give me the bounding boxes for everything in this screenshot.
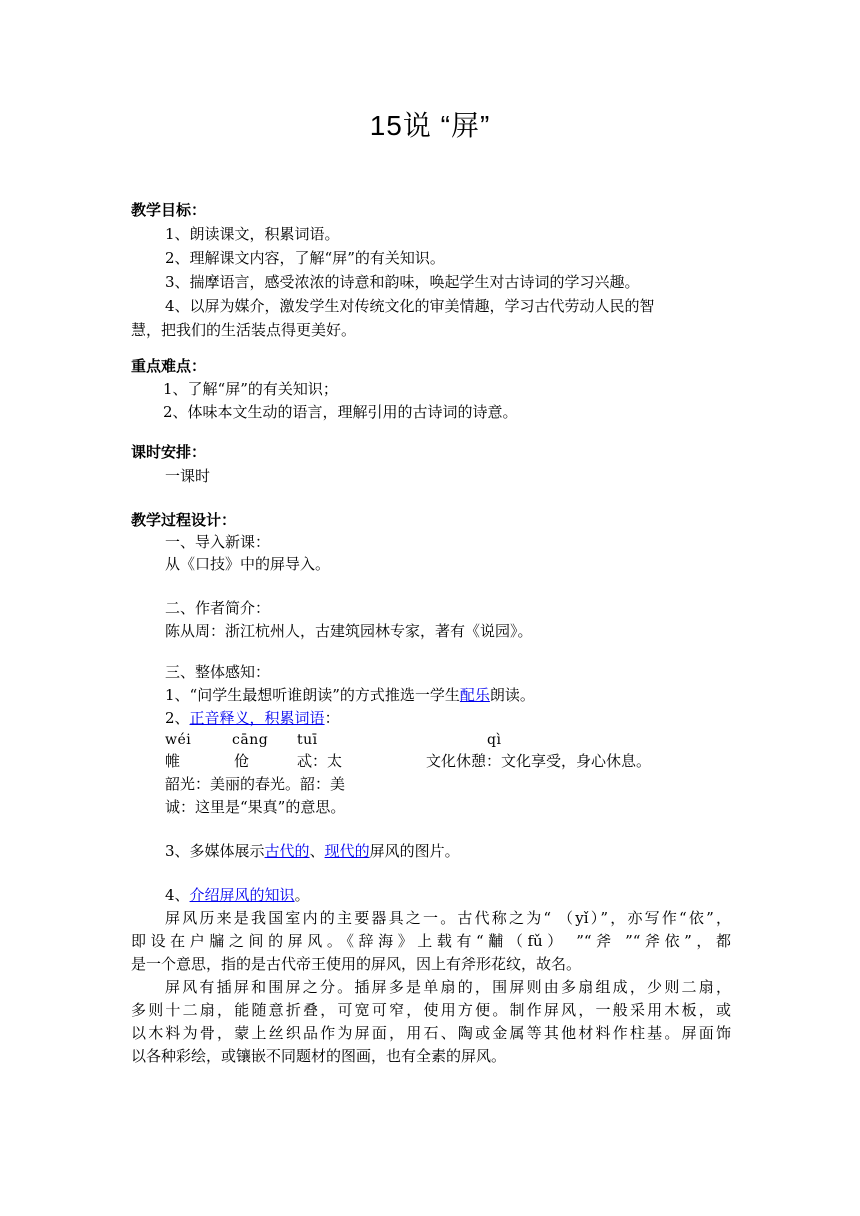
pinyin-qi: qì [487,732,502,748]
overall-item-2-num: 2、 [165,709,190,727]
overall-item-1-tail: 朗读。 [489,686,535,704]
overall-item-2-tail: ： [324,709,340,727]
screen-history-line: 是一个意思，指的是古代帝王使用的屏风，因上有斧形花纹，故名。 [131,955,582,973]
section-heading-objectives: 教学目标： [131,201,207,219]
word-tui: 忒：太 [297,752,343,770]
pinyin-wei: wéi [165,732,192,748]
pronunciation-vocab-link[interactable]: 正音释义，积累词语 [189,709,325,727]
screen-knowledge-link[interactable]: 介绍屏风的知识 [189,886,295,904]
objective-item: 3、揣摩语言，感受浓浓的诗意和韵味，唤起学生对古诗词的学习兴趣。 [165,273,640,291]
section-heading-schedule: 课时安排： [131,443,207,461]
ancient-screens-link[interactable]: 古代的 [264,842,310,860]
step-heading-intro: 一、导入新课： [165,533,271,551]
step-heading-overall: 三、整体感知： [165,663,271,681]
section-heading-key-points: 重点难点： [131,357,207,375]
objective-item: 2、理解课文内容，了解“屏”的有关知识。 [165,249,445,267]
objective-item-cont: 慧，把我们的生活装点得更美好。 [131,321,357,339]
overall-item-1 [165,683,535,707]
step-text-intro: 从《口技》中的屏导入。 [165,555,331,573]
music-reading-link[interactable]: 配乐 [459,686,490,704]
screen-types-line: 多则十二扇，能随意折叠，可宽可窄，使用方便。制作屏风，一般采用木板，或 [131,1001,731,1019]
overall-item-3 [165,839,460,863]
overall-item-4-tail: 。 [294,886,310,904]
schedule-item: 一课时 [165,467,211,485]
screen-types-line: 以各种彩绘，或镶嵌不同题材的图画，也有全素的屏风。 [131,1047,507,1065]
step-heading-author: 二、作者简介： [165,599,271,617]
overall-item-4-num: 4、 [165,886,190,904]
word-shaoguang: 韶光：美丽的春光。韶：美 [165,775,346,793]
pinyin-tui: tuī [297,732,318,748]
key-point-item: 1、了解“屏”的有关知识； [163,380,338,398]
page-title: 15说 “屏” [369,110,491,141]
screen-types-line: 以木料为骨，蒙上丝织品作为屏面，用石、陶或金属等其他材料作柱基。屏面饰 [131,1024,731,1042]
overall-item-1-text: 1、“问学生最想听谁朗读”的方式推选一学生 [165,686,460,704]
overall-item-4 [165,883,310,907]
modern-screens-link[interactable]: 现代的 [324,842,370,860]
overall-item-2 [165,706,340,730]
word-cang: 伧 [234,752,250,770]
key-point-item: 2、体味本文生动的语言，理解引用的古诗词的诗意。 [163,403,518,421]
word-wei: 帷 [165,752,181,770]
overall-item-3-sep: 、 [309,842,325,860]
step-text-author: 陈从周：浙江杭州人，古建筑园林专家，著有《说园》。 [165,622,533,640]
overall-item-3-tail: 屏风的图片。 [369,842,460,860]
objective-item: 4、以屏为媒介，激发学生对传统文化的审美情趣，学习古代劳动人民的智 [165,297,655,315]
screen-history-line: 屏风历来是我国室内的主要器具之一。古代称之为“ （yǐ）”，亦写作“依”， [165,909,731,927]
objective-item: 1、朗读课文，积累词语。 [165,225,340,243]
section-heading-process: 教学过程设计： [131,511,237,529]
overall-item-3-text: 3、多媒体展示 [165,842,265,860]
pinyin-cang: cāng [232,732,269,748]
screen-history-line: 即设在户牖之间的屏风。《辞海》上载有“黼（fǔ） ”“斧 ”“斧依”，都 [131,932,731,950]
screen-types-line: 屏风有插屏和围屏之分。插屏多是单扇的，围屏则由多扇组成，少则二扇， [165,978,731,996]
word-xiuqi: 文化休憩：文化享受，身心休息。 [426,752,652,770]
word-cheng: 诚：这里是“果真”的意思。 [165,798,346,816]
